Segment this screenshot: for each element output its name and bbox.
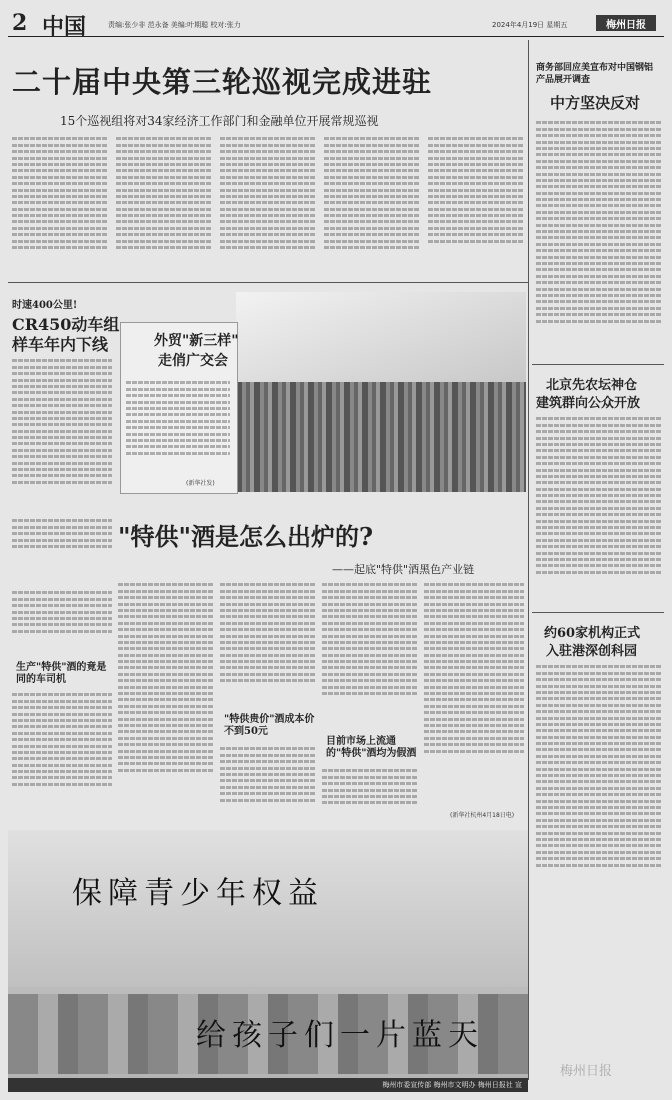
feature-subhead-1: 生产"特供"酒的竟是同的车司机	[16, 662, 107, 685]
lead-subhead: 15个巡视组将对34家经济工作部门和金融单位开展常规巡视	[60, 114, 379, 128]
feature-text-col-1	[118, 580, 214, 820]
lead-text-col-3	[220, 134, 316, 274]
sidebar-story2-title-2: 建筑群向公众开放	[536, 396, 641, 411]
sidebar-story3-title-1: 约60家机构正式	[544, 626, 641, 641]
left-story-title-2: 样车年内下线	[12, 335, 109, 354]
feature-text-col-0a	[12, 588, 112, 648]
issue-date: 2024年4月19日 星期五	[492, 21, 568, 29]
ad-slogan-2: 给孩子们一片蓝天	[196, 1018, 484, 1053]
photo-caption-text	[126, 378, 230, 472]
sidebar-story2-text	[536, 414, 662, 600]
lead-text-col-5	[428, 134, 524, 274]
feature-subtitle: ——起底"特供"酒黑色产业链	[332, 563, 475, 576]
feature-subhead-3: 目前市场上流通的"特供"酒均为假酒	[326, 736, 417, 759]
ad-corner-logo: 梅州日报	[560, 1064, 613, 1079]
lead-text-col-1	[12, 134, 108, 274]
sidebar-story1-title: 中方坚决反对	[550, 94, 641, 112]
ad-footer: 梅州市委宣传部 梅州市文明办 梅州日报社 宣	[8, 1078, 528, 1092]
masthead-logo: 梅州日报	[596, 15, 656, 31]
feature-text-col-3a	[322, 580, 418, 730]
left-story-kicker: 时速400公里!	[12, 300, 78, 311]
sidebar-divider-2	[532, 612, 664, 613]
lead-headline: 二十届中央第三轮巡视完成进驻	[12, 65, 433, 99]
photo-byline: (新华社发)	[186, 480, 215, 487]
feature-text-col-3b	[322, 766, 418, 820]
photo-story-title-1: 外贸"新三样"	[154, 333, 239, 349]
left-story-text	[12, 356, 112, 506]
feature-intro-text	[12, 516, 112, 556]
lead-text-col-2	[116, 134, 212, 274]
ad-slogan-1: 保障青少年权益	[72, 876, 324, 911]
feature-credit: (新华社杭州4月18日电)	[450, 812, 515, 819]
trade-fair-photo	[236, 292, 526, 492]
left-story-title-1: CR450动车组	[12, 315, 120, 334]
sidebar-divider-1	[532, 364, 664, 365]
sidebar-story1-text	[536, 118, 662, 356]
sidebar-story3-text	[536, 662, 662, 902]
feature-text-col-0b	[12, 690, 112, 820]
page-number: 2	[12, 10, 28, 36]
lead-text-col-4	[324, 134, 420, 274]
sidebar-story1-kicker: 商务部回应美宣布对中国钢铝产品展开调查	[536, 63, 654, 85]
divider	[8, 282, 528, 283]
feature-subhead-2: "特供贵价"酒成本价不到50元	[224, 714, 315, 737]
sidebar-story3-title-2: 入驻港深创科园	[546, 644, 638, 659]
editors-line: 责编:张少非 范永备 美编:叶期聪 校对:张力	[108, 21, 241, 29]
feature-text-col-2a	[220, 580, 316, 710]
page-header	[8, 8, 664, 40]
section-title: 中国	[42, 14, 87, 40]
feature-text-col-2b	[220, 744, 316, 820]
sidebar-story2-title-1: 北京先农坛神仓	[546, 378, 638, 393]
feature-text-col-4	[424, 580, 524, 806]
column-divider	[528, 40, 529, 1080]
feature-title: "特供"酒是怎么出炉的?	[118, 522, 374, 551]
photo-story-title-2: 走俏广交会	[158, 353, 228, 369]
